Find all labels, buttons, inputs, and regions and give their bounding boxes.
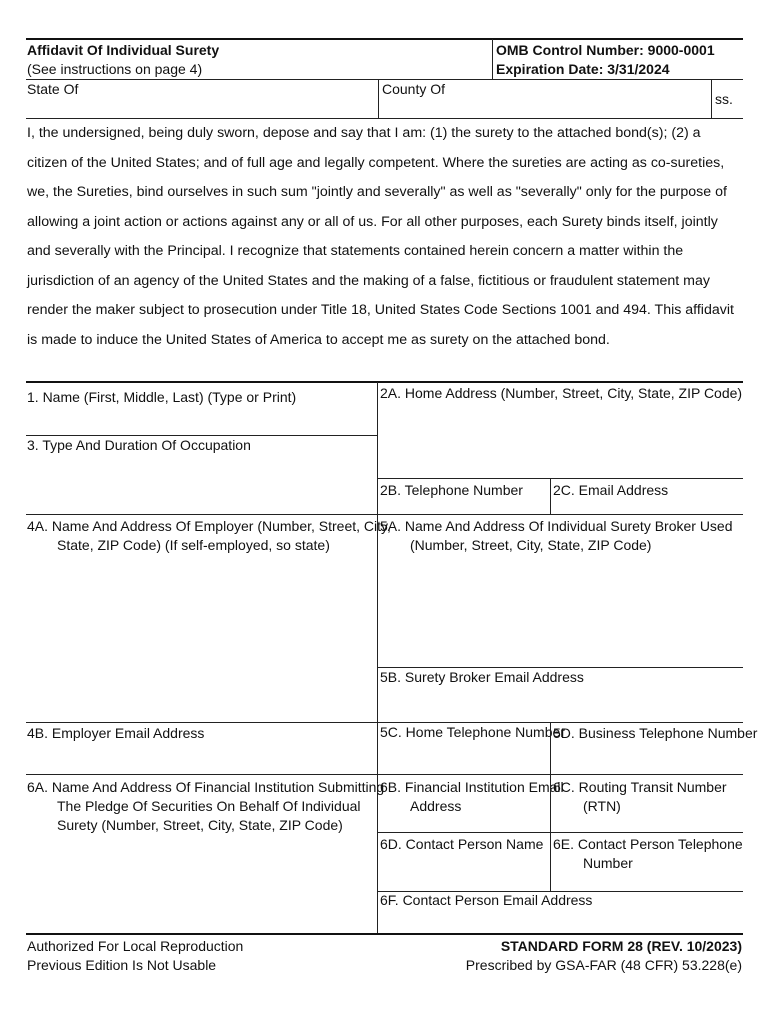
field-5c-label: 5C. Home Telephone Number bbox=[380, 724, 565, 740]
employer-email-field[interactable] bbox=[26, 723, 376, 773]
footer-form-number: STANDARD FORM 28 (REV. 10/2023) bbox=[500, 938, 742, 954]
form-subtitle: (See instructions on page 4) bbox=[27, 61, 203, 77]
employer-field[interactable] bbox=[26, 515, 376, 722]
field-4b-label: 4B. Employer Email Address bbox=[27, 725, 205, 741]
county-of-field[interactable] bbox=[379, 80, 711, 118]
field-1-label: 1. Name (First, Middle, Last) (Type or Print) bbox=[27, 389, 297, 405]
telephone-field[interactable] bbox=[378, 479, 550, 514]
home-telephone-field[interactable] bbox=[378, 723, 550, 773]
email-field[interactable] bbox=[551, 479, 743, 514]
footer-previous-edition: Previous Edition Is Not Usable bbox=[27, 957, 217, 973]
county-of-label: County Of bbox=[382, 81, 446, 97]
field-4a-label: 4A. Name And Address Of Employer (Number, Street, City, State, ZIP Code) (If self-employed, so state) bbox=[27, 518, 391, 553]
field-5d-label: 5D. Business Telephone Number bbox=[553, 725, 758, 741]
routing-number-field[interactable] bbox=[551, 775, 743, 832]
institution-email-field[interactable] bbox=[378, 775, 550, 832]
contact-name-field[interactable] bbox=[378, 833, 550, 891]
field-6e-label: 6E. Contact Person Telephone Number bbox=[553, 836, 743, 871]
surety-broker-field[interactable] bbox=[378, 515, 743, 667]
field-6c-label: 6C. Routing Transit Number (RTN) bbox=[553, 779, 727, 814]
top-border bbox=[26, 38, 743, 40]
field-3-label: 3. Type And Duration Of Occupation bbox=[27, 437, 251, 453]
state-of-label: State Of bbox=[27, 81, 79, 97]
field-2a-label: 2A. Home Address (Number, Street, City, State, ZIP Code) bbox=[380, 385, 743, 401]
footer-local-reproduction: Authorized For Local Reproduction bbox=[27, 938, 244, 954]
venue-divider-2 bbox=[711, 80, 712, 118]
omb-control-number: OMB Control Number: 9000-0001 bbox=[496, 42, 715, 58]
form-title: Affidavit Of Individual Surety bbox=[27, 42, 220, 58]
state-of-field[interactable] bbox=[26, 80, 378, 118]
business-telephone-field[interactable] bbox=[551, 723, 743, 773]
field-6f-label: 6F. Contact Person Email Address bbox=[380, 892, 593, 908]
ss-label: ss. bbox=[715, 91, 733, 107]
occupation-field[interactable] bbox=[26, 436, 376, 514]
footer-prescribed-by: Prescribed by GSA-FAR (48 CFR) 53.228(e) bbox=[465, 957, 742, 973]
field-2b-label: 2B. Telephone Number bbox=[380, 482, 523, 498]
field-6d-label: 6D. Contact Person Name bbox=[380, 836, 544, 852]
field-6b-label: 6B. Financial Institution Email Address bbox=[380, 779, 564, 814]
field-2c-label: 2C. Email Address bbox=[553, 482, 669, 498]
contact-telephone-field[interactable] bbox=[551, 833, 743, 891]
affidavit-statement: I, the undersigned, being duly sworn, depose and say that I am: (1) the surety to the attached bond(s); (2) a citizen of the United States; and of full age and legally competent. Where the sureties are acting as co-sureties, we, the Sureties, bind ourselves in such sum "jointly and severally" as well as "severally" only for the purpose of allowing a joint action or actions against any or all of us. For all other purposes, each Surety binds itself, jointly and severally with the Principal. I recognize that statements contained herein concern a matter within the jurisdiction of an agency of the United States and the making of a false, fictitious or fraudulent statement may render the maker subject to prosecution under Title 18, United States Code Sections 1001 and 494. This affidavit is made to induce the United States of America to accept me as surety on the attached bond. bbox=[27, 125, 734, 348]
expiration-date: Expiration Date: 3/31/2024 bbox=[496, 61, 670, 77]
header-divider bbox=[492, 39, 493, 80]
broker-email-field[interactable] bbox=[378, 668, 743, 722]
field-5a-label: 5A. Name And Address Of Individual Surety Broker Used (Number, Street, City, State, ZIP Code) bbox=[380, 518, 733, 553]
field-6a-label: 6A. Name And Address Of Financial Institution Submitting The Pledge Of Securities On Behalf Of Individual Surety (Number, Street, City, State, ZIP Code) bbox=[27, 779, 385, 833]
contact-email-field[interactable] bbox=[378, 892, 743, 933]
financial-institution-field[interactable] bbox=[26, 775, 376, 933]
home-address-field[interactable] bbox=[378, 382, 743, 478]
bottom-border bbox=[26, 933, 743, 935]
field-5b-label: 5B. Surety Broker Email Address bbox=[380, 669, 584, 685]
name-field[interactable] bbox=[26, 382, 376, 435]
